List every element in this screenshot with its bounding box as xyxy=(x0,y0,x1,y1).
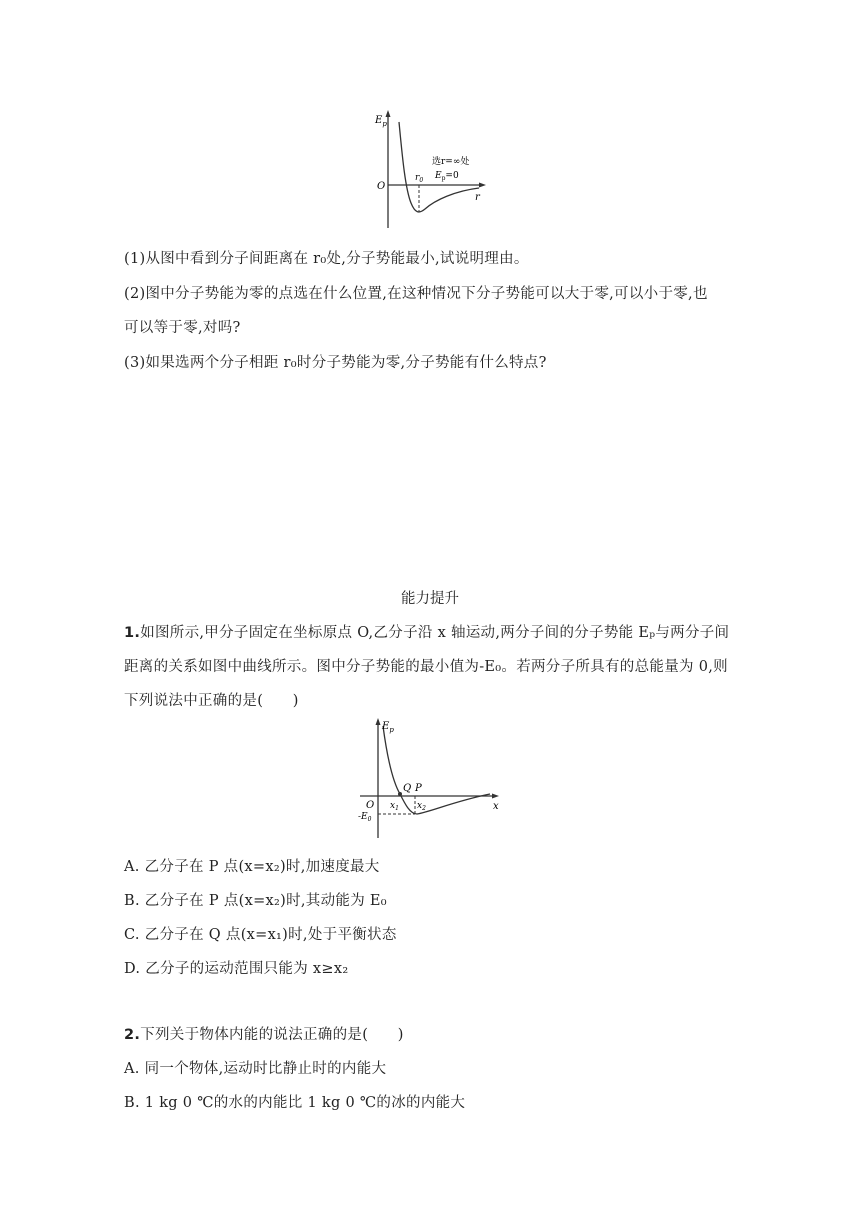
fig2-x1-label: $x_1$ xyxy=(390,801,399,812)
question-1-text: (1)从图中看到分子间距离在 r₀处,分子势能最小,试说明理由。 xyxy=(124,251,529,267)
q1-option-b: B. 乙分子在 P 点(x=x₂)时,其动能为 E₀ xyxy=(124,893,387,909)
q1-stem-line2: 距离的关系如图中曲线所示。图中分子势能的最小值为-E₀。若两分子所具有的总能量为 0,则 xyxy=(124,659,728,675)
fig1-y-arrow xyxy=(386,110,391,117)
fig2-point-q xyxy=(398,792,402,796)
fig2-curve xyxy=(383,726,490,814)
q1-option-a: A. 乙分子在 P 点(x=x₂)时,加速度最大 xyxy=(124,859,380,875)
fig1-note-line1: 选r=∞处 xyxy=(432,157,470,167)
fig2-y-label: $E_p$ xyxy=(382,721,394,734)
fig2-origin-label: O xyxy=(366,800,375,811)
fig2-min-label: $-E_0$ xyxy=(358,812,372,823)
fig1-r0-label: $r_0$ xyxy=(415,173,424,184)
q1-stem-line1 xyxy=(124,621,729,642)
question-2-text-line2: 可以等于零,对吗? xyxy=(124,320,241,336)
q1-option-d: D. 乙分子的运动范围只能为 x≥x₂ xyxy=(124,961,349,977)
q2-number: 2. xyxy=(124,1027,141,1043)
q2-stem xyxy=(124,1023,404,1044)
q2-stem-text: 下列关于物体内能的说法正确的是( ) xyxy=(140,1027,404,1043)
q2-option-b: B. 1 kg 0 ℃的水的内能比 1 kg 0 ℃的冰的内能大 xyxy=(124,1095,466,1111)
potential-energy-figure-2 xyxy=(355,716,507,840)
fig1-note-line2: $E_p=0$ xyxy=(435,171,459,182)
fig2-q-label: Q xyxy=(403,783,412,794)
fig1-origin-label: O xyxy=(377,181,386,192)
fig1-x-arrow xyxy=(479,183,486,188)
fig1-x-label: r xyxy=(475,192,480,203)
fig2-x-label: x xyxy=(493,801,499,812)
fig2-y-arrow xyxy=(376,718,381,725)
potential-energy-figure-1 xyxy=(365,108,495,232)
q1-stem-text1: 如图所示,甲分子固定在坐标原点 O,乙分子沿 x 轴运动,两分子间的分子势能 Eₚ与两分子间 xyxy=(140,625,730,641)
q1-option-c: C. 乙分子在 Q 点(x=x₁)时,处于平衡状态 xyxy=(124,927,397,943)
question-3-text: (3)如果选两个分子相距 r₀时分子势能为零,分子势能有什么特点? xyxy=(124,355,547,371)
section-title: 能力提升 xyxy=(401,591,459,607)
q1-stem-line3: 下列说法中正确的是( ) xyxy=(124,693,299,709)
q1-number: 1. xyxy=(124,625,141,641)
fig2-p-label: P xyxy=(415,783,422,794)
fig1-y-label: $E_p$ xyxy=(375,115,387,128)
fig2-x2-label: $x_2$ xyxy=(417,801,426,812)
q2-option-a: A. 同一个物体,运动时比静止时的内能大 xyxy=(124,1061,387,1077)
fig2-x-arrow xyxy=(492,794,499,799)
question-2-text-line1: (2)图中分子势能为零的点选在什么位置,在这种情况下分子势能可以大于零,可以小于零,也 xyxy=(124,286,708,302)
